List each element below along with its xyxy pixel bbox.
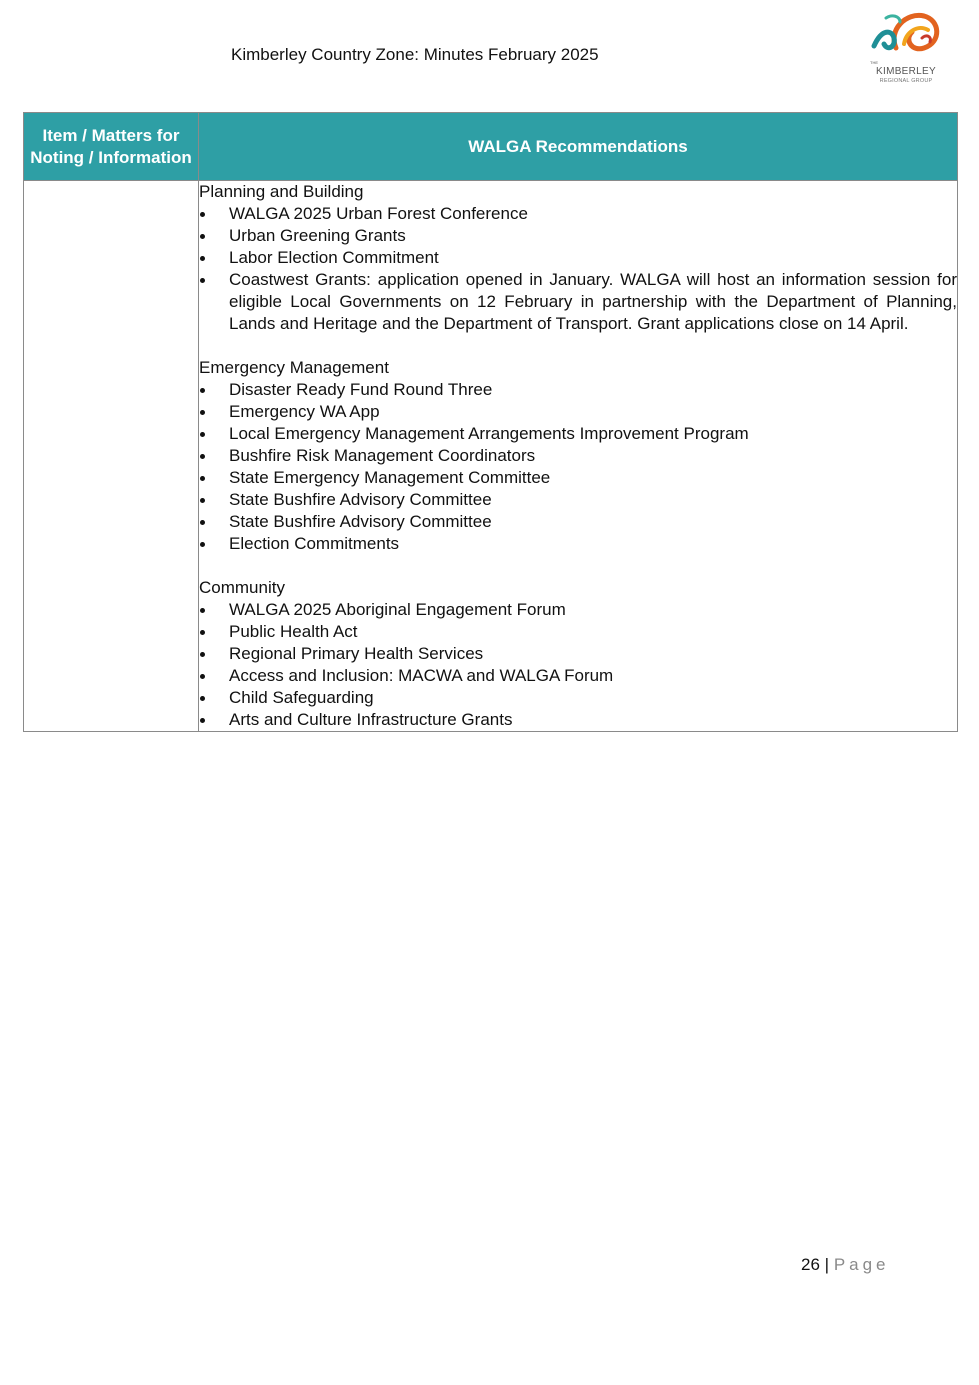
list-item: WALGA 2025 Urban Forest Conference: [199, 203, 957, 225]
list-item: Access and Inclusion: MACWA and WALGA Forum: [199, 665, 957, 687]
table-row: [24, 181, 958, 732]
list-item: Regional Primary Health Services: [199, 643, 957, 665]
section-emergency-management: [199, 357, 957, 555]
list-item: Urban Greening Grants: [199, 225, 957, 247]
list-item: Emergency WA App: [199, 401, 957, 423]
kimberley-regional-group-logo: [866, 8, 946, 90]
page-number: 26: [801, 1255, 820, 1274]
section-title: Community: [199, 578, 285, 597]
logo-the-text: THE: [870, 60, 878, 65]
column-header-walga-recommendations: WALGA Recommendations: [199, 113, 958, 181]
list-item: Public Health Act: [199, 621, 957, 643]
list-item: WALGA 2025 Aboriginal Engagement Forum: [199, 599, 957, 621]
list-item: State Bushfire Advisory Committee: [199, 511, 957, 533]
bullet-list: [199, 599, 957, 731]
column-header-item-matters: Item / Matters for Noting / Information: [24, 113, 199, 181]
list-item: State Bushfire Advisory Committee: [199, 489, 957, 511]
page-number-footer: [801, 1255, 890, 1275]
walga-recommendations-table: [23, 112, 958, 732]
list-item: Disaster Ready Fund Round Three: [199, 379, 957, 401]
list-item: Bushfire Risk Management Coordinators: [199, 445, 957, 467]
list-item: Coastwest Grants: application opened in January. WALGA will host an information session for eligible Local Governments on 12 February in partnership with the Department of Planning, Lands and Heritage and the Department of Transport. Grant applications close on 14 April.: [199, 269, 957, 335]
bullet-list: [199, 203, 957, 335]
list-item: Local Emergency Management Arrangements Improvement Program: [199, 423, 957, 445]
section-title: Planning and Building: [199, 182, 364, 201]
document-title: Kimberley Country Zone: Minutes February 2025: [231, 45, 599, 64]
bullet-list: [199, 379, 957, 555]
logo-name-text: KIMBERLEY: [876, 66, 936, 77]
page-label: Page: [833, 1255, 890, 1274]
list-item: Child Safeguarding: [199, 687, 957, 709]
table-header-row: [24, 113, 958, 181]
item-cell: [24, 181, 199, 732]
list-item: Arts and Culture Infrastructure Grants: [199, 709, 957, 731]
logo-swirl-icon: [866, 8, 946, 60]
section-planning-and-building: [199, 181, 957, 335]
section-community: [199, 577, 957, 731]
list-item: Labor Election Commitment: [199, 247, 957, 269]
section-title: Emergency Management: [199, 358, 389, 377]
list-item: Election Commitments: [199, 533, 957, 555]
page-separator: |: [824, 1255, 830, 1274]
list-item: State Emergency Management Committee: [199, 467, 957, 489]
recommendations-cell: [199, 181, 958, 732]
logo-sub-text: REGIONAL GROUP: [879, 78, 933, 84]
